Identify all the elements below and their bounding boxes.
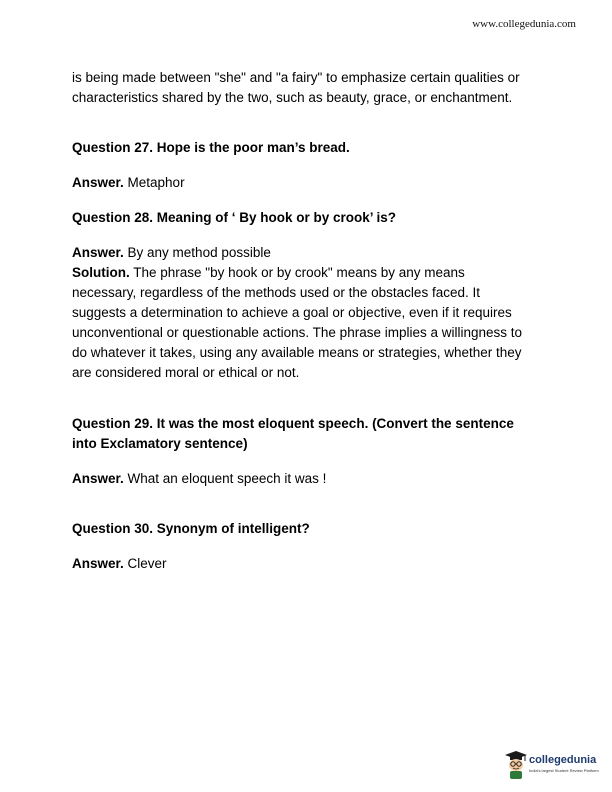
solution-line-4: unconventional or questionable actions. The phrase implies a willingness to <box>72 325 523 340</box>
answer-text: By any method possible <box>123 245 271 260</box>
question-29-line-1: Question 29. It was the most eloquent speech. (Convert the sentence <box>72 416 514 431</box>
solution-line-1 <box>72 263 552 283</box>
answer-label: Answer. <box>72 245 124 260</box>
answer-28 <box>72 243 552 263</box>
collegedunia-logo <box>504 748 600 784</box>
solution-line-2: necessary, regardless of the methods used or the obstacles faced. It <box>72 285 480 300</box>
answer-text: Clever <box>123 556 167 571</box>
answer-27 <box>72 173 552 193</box>
answer-label: Answer. <box>72 471 124 486</box>
answer-30 <box>72 554 552 574</box>
question-27: Question 27. Hope is the poor man’s bread. <box>72 140 350 155</box>
solution-line-3: suggests a determination to achieve a goal or objective, even if it requires <box>72 305 512 320</box>
question-28: Question 28. Meaning of ‘ By hook or by crook’ is? <box>72 210 397 225</box>
brand-tagline: India's largest Student Review Platform <box>529 768 599 773</box>
answer-label: Answer. <box>72 556 124 571</box>
header-url: www.collegedunia.com <box>472 18 576 30</box>
answer-label: Answer. <box>72 175 124 190</box>
intro-line-1: is being made between "she" and "a fairy" to emphasize certain qualities or <box>72 70 520 85</box>
solution-label: Solution. <box>72 265 130 280</box>
brand-name: collegedunia <box>529 754 597 766</box>
answer-29 <box>72 469 552 489</box>
graduate-mascot-icon <box>504 750 528 780</box>
intro-line-2: characteristics shared by the two, such as beauty, grace, or enchantment. <box>72 90 513 105</box>
solution-text: The phrase "by hook or by crook" means by any means <box>129 265 465 280</box>
question-30: Question 30. Synonym of intelligent? <box>72 521 310 536</box>
solution-line-6: are considered moral or ethical or not. <box>72 365 300 380</box>
solution-line-5: do whatever it takes, using any available means or strategies, whether they <box>72 345 522 360</box>
document-body <box>72 68 552 574</box>
answer-text: Metaphor <box>123 175 185 190</box>
answer-text: What an eloquent speech it was ! <box>123 471 327 486</box>
question-29-line-2: into Exclamatory sentence) <box>72 436 248 451</box>
answer-block-28 <box>72 243 552 383</box>
